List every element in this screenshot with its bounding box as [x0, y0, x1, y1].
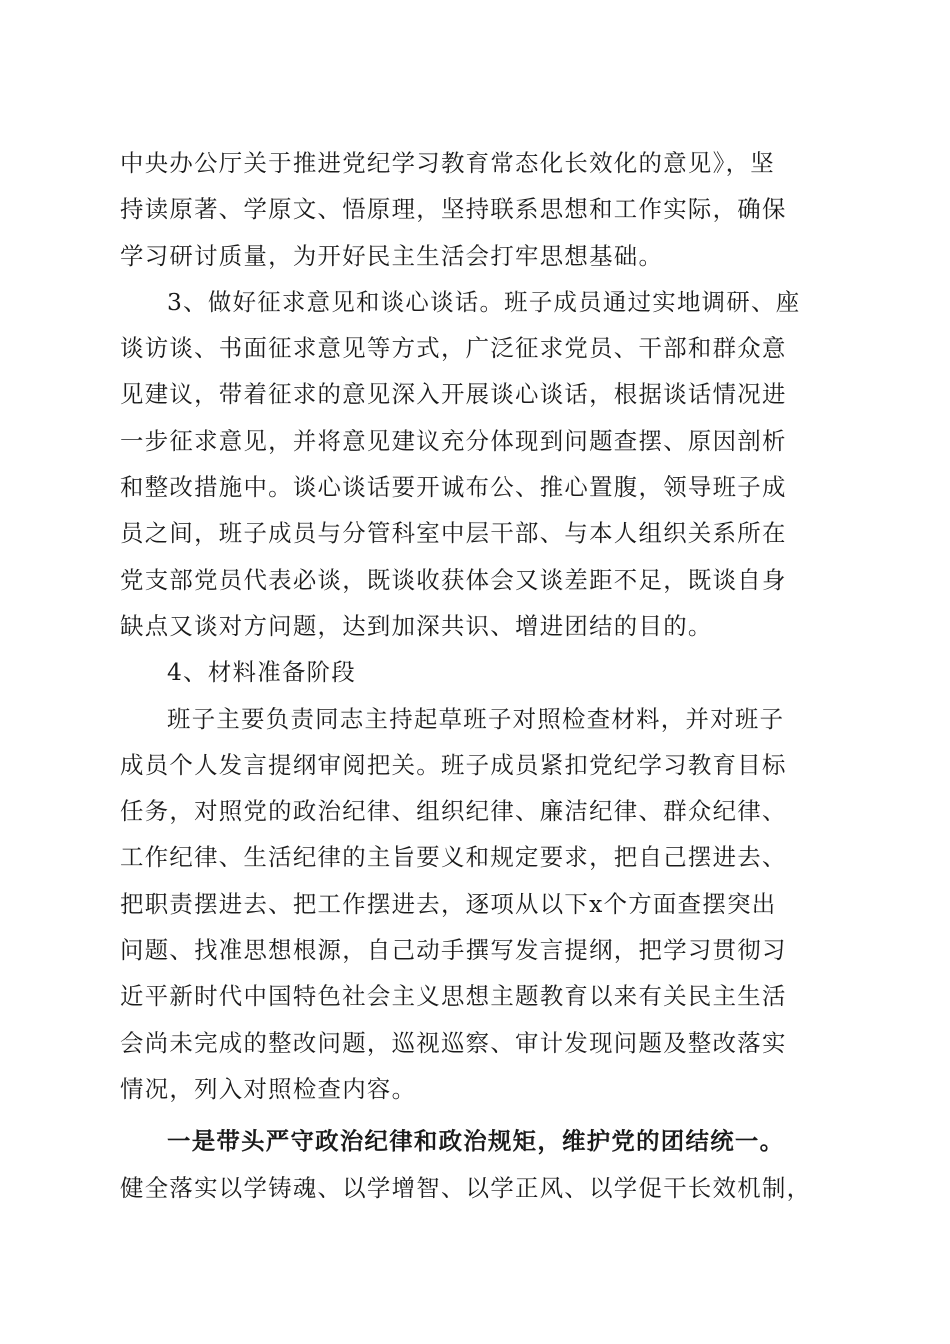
text-line: 情况，列入对照检查内容。 [120, 1074, 417, 1103]
text-line: 会尚未完成的整改问题，巡视巡察、审计发现问题及整改落实 [120, 1028, 787, 1057]
heading-text: 4、材料准备阶段 [167, 658, 357, 687]
text-line: 3、做好征求意见和谈心谈话。班子成员通过实地调研、座 [167, 287, 801, 316]
text-line: 健全落实以学铸魂、以学增智、以学正风、以学促干长效机制， [120, 1173, 812, 1202]
text-line: 中央办公厅关于推进党纪学习教育常态化长效化的意见》，坚 [120, 149, 775, 177]
text-line: 成员个人发言提纲审阅把关。班子成员紧扣党纪学习教育目标 [120, 750, 787, 779]
text-line: 一步征求意见，并将意见建议充分体现到问题查摆、原因剖析 [120, 426, 787, 455]
text-line: 把职责摆进去、把工作摆进去，逐项从以下x个方面查摆突出 [120, 889, 777, 918]
section-heading-4 [120, 649, 840, 695]
text-line: 党支部党员代表必谈，既谈收获体会又谈差距不足，既谈自身 [120, 565, 787, 594]
bold-lead-sentence: 一是带头严守政治纪律和政治规矩，维护党的团结统一。 [167, 1127, 785, 1156]
text-line: 员之间，班子成员与分管科室中层干部、与本人组织关系所在 [120, 519, 787, 548]
paragraph-4 [120, 1118, 840, 1211]
text-line: 见建议，带着征求的意见深入开展谈心谈话，根据谈话情况进 [120, 380, 787, 409]
text-line: 班子主要负责同志主持起草班子对照检查材料，并对班子 [167, 704, 785, 733]
text-line: 缺点又谈对方问题，达到加深共识、增进团结的目的。 [120, 611, 713, 640]
text-line: 学习研讨质量，为开好民主生活会打牢思想基础。 [120, 241, 664, 270]
paragraph-3 [120, 696, 840, 1113]
text-line: 和整改措施中。谈心谈话要开诚布公、推心置腹，领导班子成 [120, 473, 787, 502]
text-line: 工作纪律、生活纪律的主旨要义和规定要求，把自己摆进去、 [120, 843, 787, 872]
document-body [120, 140, 840, 1211]
text-line: 持读原著、学原文、悟原理，坚持联系思想和工作实际，确保 [120, 195, 787, 224]
paragraph-1 [120, 140, 840, 279]
text-line: 近平新时代中国特色社会主义思想主题教育以来有关民主生活 [120, 982, 787, 1011]
paragraph-2 [120, 279, 840, 649]
text-line: 任务，对照党的政治纪律、组织纪律、廉洁纪律、群众纪律、 [120, 797, 787, 826]
text-line: 问题、找准思想根源，自己动手撰写发言提纲，把学习贯彻习 [120, 936, 787, 965]
text-line: 谈访谈、书面征求意见等方式，广泛征求党员、干部和群众意 [120, 334, 787, 363]
